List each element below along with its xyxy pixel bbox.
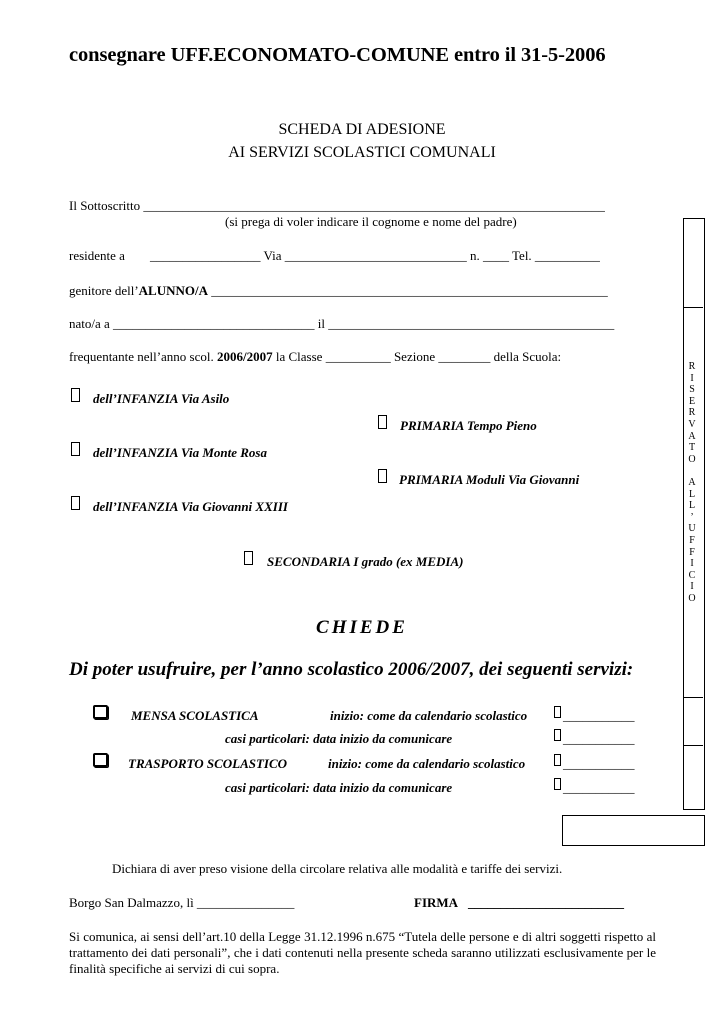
office-label-letter: I bbox=[690, 581, 694, 593]
office-label-letter: O bbox=[688, 453, 696, 465]
office-box-bottom bbox=[562, 815, 705, 846]
label-secondaria: SECONDARIA I grado (ex MEDIA) bbox=[267, 554, 464, 569]
checkbox-primaria-moduli[interactable] bbox=[378, 469, 387, 483]
chiede-heading: CHIEDE bbox=[316, 617, 408, 638]
luogo-field[interactable]: Borgo San Dalmazzo, lì _______________ bbox=[69, 895, 295, 910]
office-cell-top bbox=[683, 218, 703, 308]
office-label-letter: A bbox=[688, 430, 696, 442]
sottoscritto-note: (si prega di voler indicare il cognome e nome del padre) bbox=[225, 214, 517, 229]
label-primaria-moduli: PRIMARIA Moduli Via Giovanni bbox=[399, 472, 580, 487]
office-label-letter: L bbox=[688, 500, 696, 512]
page-header: consegnare UFF.ECONOMATO-COMUNE entro il 31-5-2006 bbox=[69, 44, 606, 66]
office-label-letter: I bbox=[690, 372, 694, 384]
freq-label: frequentante nell’anno scol. bbox=[69, 349, 214, 364]
firma-label: FIRMA bbox=[414, 895, 459, 910]
trasporto-inizio-line[interactable]: ___________ bbox=[563, 756, 635, 771]
checkbox-trasporto-inizio[interactable] bbox=[554, 754, 561, 766]
freq-rest: la Classe __________ Sezione ________ della Scuola: bbox=[275, 349, 562, 364]
office-label-letter: T bbox=[688, 442, 696, 454]
office-label-letter: R bbox=[688, 407, 696, 419]
alunno-label: ALUNNO/A bbox=[138, 283, 209, 298]
label-primaria-tempo-pieno: PRIMARIA Tempo Pieno bbox=[400, 418, 537, 433]
checkbox-mensa-inizio[interactable] bbox=[554, 706, 561, 718]
freq-year: 2006/2007 bbox=[217, 349, 273, 364]
privacy-notice: Si comunica, ai sensi dell’art.10 della Legge 31.12.1996 n.675 “Tutela delle persone e di altri soggetti rispetto al trattamento dei dati personali”, che i dati contenuti nella presente scheda saranno utilizzati esclusivamente per le finalità specifiche ai servizi di cui sopra. bbox=[69, 929, 656, 976]
office-label-letter: V bbox=[688, 418, 696, 430]
form-title: SCHEDA DI ADESIONE bbox=[278, 121, 446, 138]
genitore-line: _____________________________________________________________ bbox=[208, 283, 608, 298]
frequentante-field[interactable] bbox=[69, 349, 561, 365]
genitore-field[interactable] bbox=[69, 283, 608, 299]
office-label-letter: ’ bbox=[690, 511, 694, 523]
office-label-letter: A bbox=[688, 476, 696, 488]
services-heading: Di poter usufruire, per l’anno scolastico 2006/2007, dei seguenti servizi: bbox=[69, 659, 634, 680]
office-label-letter: C bbox=[688, 569, 696, 581]
office-label-letter: O bbox=[688, 592, 696, 604]
office-vertical-label bbox=[684, 361, 700, 604]
sottoscritto-field[interactable]: Il Sottoscritto _______________________________________________________________________ bbox=[69, 198, 605, 213]
checkbox-mensa-casi[interactable] bbox=[554, 729, 561, 741]
checkbox-trasporto-casi[interactable] bbox=[554, 778, 561, 790]
genitore-label: genitore dell’ bbox=[69, 283, 139, 298]
office-label-letter: I bbox=[690, 558, 694, 570]
trasporto-casi-line[interactable]: ___________ bbox=[563, 780, 635, 795]
office-label-letter: F bbox=[689, 546, 695, 558]
office-label-letter: E bbox=[688, 395, 696, 407]
residente-label: residente a bbox=[69, 248, 125, 263]
checkbox-primaria-tempo-pieno[interactable] bbox=[378, 415, 387, 429]
label-trasporto: TRASPORTO SCOLASTICO bbox=[128, 756, 288, 771]
residente-field[interactable]: _________________ Via ____________________________ n. ____ Tel. __________ bbox=[150, 248, 600, 263]
office-label-letter: F bbox=[689, 534, 695, 546]
nato-field[interactable]: nato/a a _______________________________ il ____________________________________________ bbox=[69, 316, 615, 331]
label-mensa: MENSA SCOLASTICA bbox=[131, 708, 259, 723]
checkbox-mensa[interactable] bbox=[93, 705, 108, 719]
office-label-letter: L bbox=[688, 488, 696, 500]
label-infanzia-giovanni: dell’INFANZIA Via Giovanni XXIII bbox=[93, 499, 288, 514]
trasporto-casi: casi particolari: data inizio da comunicare bbox=[225, 780, 453, 795]
mensa-inizio-line[interactable]: ___________ bbox=[563, 708, 635, 723]
office-label-letter: R bbox=[688, 361, 696, 372]
checkbox-infanzia-asilo[interactable] bbox=[71, 388, 80, 402]
label-infanzia-monte-rosa: dell’INFANZIA Via Monte Rosa bbox=[93, 445, 267, 460]
trasporto-inizio: inizio: come da calendario scolastico bbox=[328, 756, 526, 771]
office-cell-mensa bbox=[683, 697, 703, 746]
checkbox-infanzia-giovanni[interactable] bbox=[71, 496, 80, 510]
dichiara-text: Dichiara di aver preso visione della circolare relativa alle modalità e tariffe dei servizi. bbox=[112, 861, 563, 876]
mensa-casi: casi particolari: data inizio da comunicare bbox=[225, 731, 453, 746]
checkbox-infanzia-monte-rosa[interactable] bbox=[71, 442, 80, 456]
label-infanzia-asilo: dell’INFANZIA Via Asilo bbox=[93, 391, 230, 406]
office-label-letter: S bbox=[689, 384, 695, 396]
mensa-casi-line[interactable]: ___________ bbox=[563, 731, 635, 746]
office-label-letter: U bbox=[688, 523, 696, 535]
checkbox-trasporto[interactable] bbox=[93, 753, 108, 767]
firma-field[interactable]: ________________________ bbox=[468, 895, 624, 910]
office-label-letter bbox=[684, 465, 700, 477]
checkbox-secondaria[interactable] bbox=[244, 551, 253, 565]
form-subtitle: AI SERVIZI SCOLASTICI COMUNALI bbox=[228, 144, 496, 161]
mensa-inizio: inizio: come da calendario scolastico bbox=[330, 708, 528, 723]
